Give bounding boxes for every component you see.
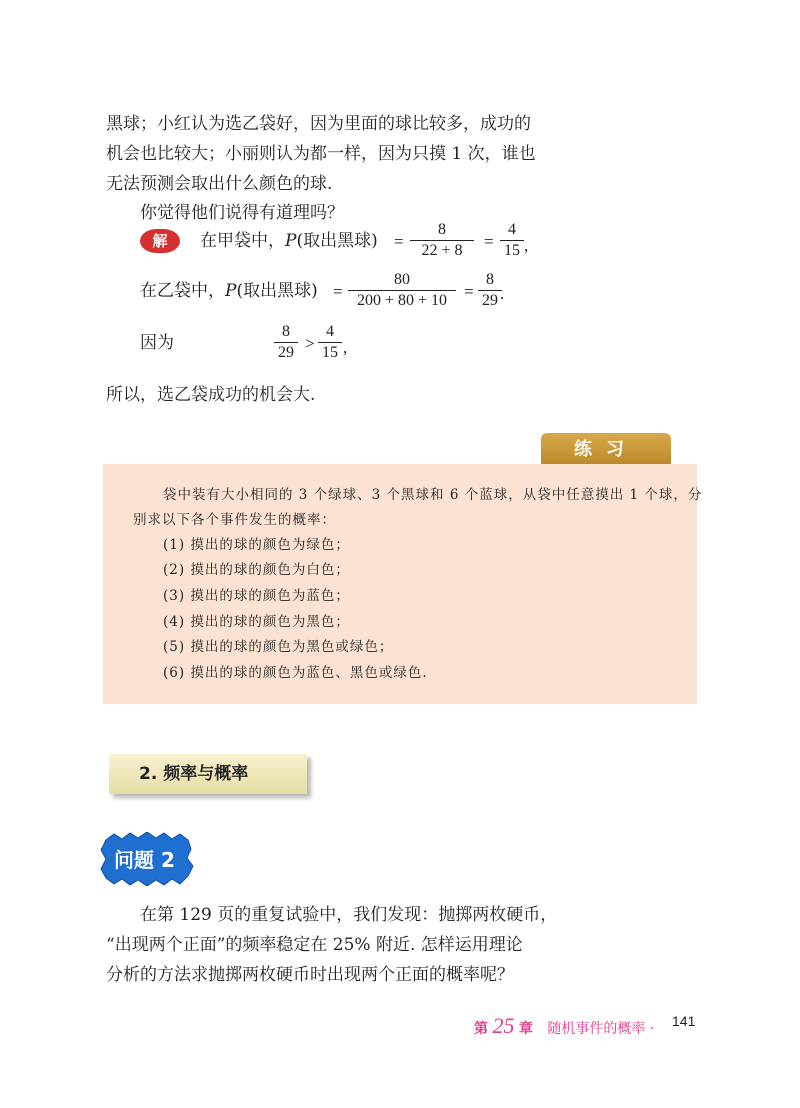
- chapter-suffix: 章: [518, 1021, 533, 1037]
- denominator: 15: [500, 240, 524, 261]
- greater-than-sign: >: [305, 334, 315, 353]
- probability-symbol: P: [225, 281, 237, 301]
- fraction: [500, 220, 524, 261]
- fraction: [348, 270, 456, 311]
- numerator: 8: [438, 221, 446, 238]
- punctuation: ,: [524, 236, 529, 255]
- fraction: [410, 220, 474, 261]
- paragraph-line: 机会也比较大；小丽则认为都一样，因为只摸 1 次，谁也: [106, 144, 536, 164]
- numerator: 4: [508, 221, 516, 238]
- problem-line: 在第 129 页的重复试验中，我们发现：抛掷两枚硬币，: [140, 905, 558, 925]
- denominator: 29: [274, 342, 298, 363]
- numerator: 4: [326, 323, 334, 340]
- fraction: [318, 322, 342, 363]
- fraction: [478, 270, 505, 311]
- because-label: 因为: [140, 333, 174, 353]
- paragraph-line: 无法预测会取出什么颜色的球.: [106, 174, 333, 194]
- equals-sign: =: [394, 232, 404, 251]
- exercise-tab: 练习: [541, 433, 671, 467]
- solution-badge: 解: [140, 229, 180, 253]
- denominator: 200 + 80 + 10: [348, 290, 456, 311]
- numerator: 8: [486, 271, 494, 288]
- numerator: 8: [282, 323, 290, 340]
- equals-sign: =: [333, 282, 343, 301]
- chapter-number: 25: [492, 1013, 515, 1038]
- exercise-box: [103, 464, 703, 704]
- fraction: [274, 322, 298, 363]
- event-text: (取出黑球): [296, 231, 378, 251]
- exercise-item: (3) 摸出的球的颜色为蓝色；: [163, 588, 350, 604]
- section-header: 2. 频率与概率: [109, 754, 307, 794]
- numerator: 80: [394, 271, 410, 288]
- problem-line: 分析的方法求抛掷两枚硬币时出现两个正面的概率呢？: [106, 965, 514, 985]
- chapter-footer: [474, 1013, 654, 1039]
- row-label: 在甲袋中，: [200, 231, 285, 251]
- footer-dot: ·: [649, 1021, 655, 1037]
- paragraph-line: 黑球；小红认为选乙袋好，因为里面的球比较多，成功的: [106, 114, 531, 134]
- solution-row1-label: [200, 226, 378, 256]
- exercise-item: (6) 摸出的球的颜色为蓝色、黑色或绿色.: [163, 665, 428, 681]
- exercise-item: (2) 摸出的球的颜色为白色；: [163, 562, 350, 578]
- probability-symbol: P: [285, 231, 297, 251]
- punctuation: .: [500, 284, 505, 303]
- page-number: 141: [672, 1013, 696, 1029]
- equals-sign: =: [464, 282, 474, 301]
- solution-row2-label: [140, 276, 318, 306]
- problem-line: “出现两个正面”的频率稳定在 25% 附近. 怎样运用理论: [106, 935, 523, 955]
- question-text: 你觉得他们说得有道理吗？: [140, 203, 344, 223]
- punctuation: ,: [343, 338, 348, 357]
- event-text: (取出黑球): [236, 281, 318, 301]
- exercise-intro: 别求以下各个事件发生的概率：: [133, 512, 336, 528]
- problem-badge-label: 问题 2: [114, 848, 175, 872]
- equals-sign: =: [484, 232, 494, 251]
- denominator: 29: [478, 290, 502, 311]
- chapter-prefix: 第: [474, 1021, 488, 1037]
- denominator: 22 + 8: [410, 240, 474, 261]
- denominator: 15: [318, 342, 342, 363]
- exercise-item: (4) 摸出的球的颜色为黑色；: [163, 614, 350, 630]
- conclusion-text: 所以，选乙袋成功的机会大.: [106, 385, 316, 405]
- chapter-title: 随机事件的概率: [547, 1021, 646, 1037]
- exercise-item: (5) 摸出的球的颜色为黑色或绿色；: [163, 639, 394, 655]
- exercise-intro: 袋中装有大小相同的 3 个绿球、3 个黑球和 6 个蓝球，从袋中任意摸出 1 个球，分: [163, 487, 703, 503]
- exercise-item: (1) 摸出的球的颜色为绿色；: [163, 537, 350, 553]
- row-label: 在乙袋中，: [140, 281, 225, 301]
